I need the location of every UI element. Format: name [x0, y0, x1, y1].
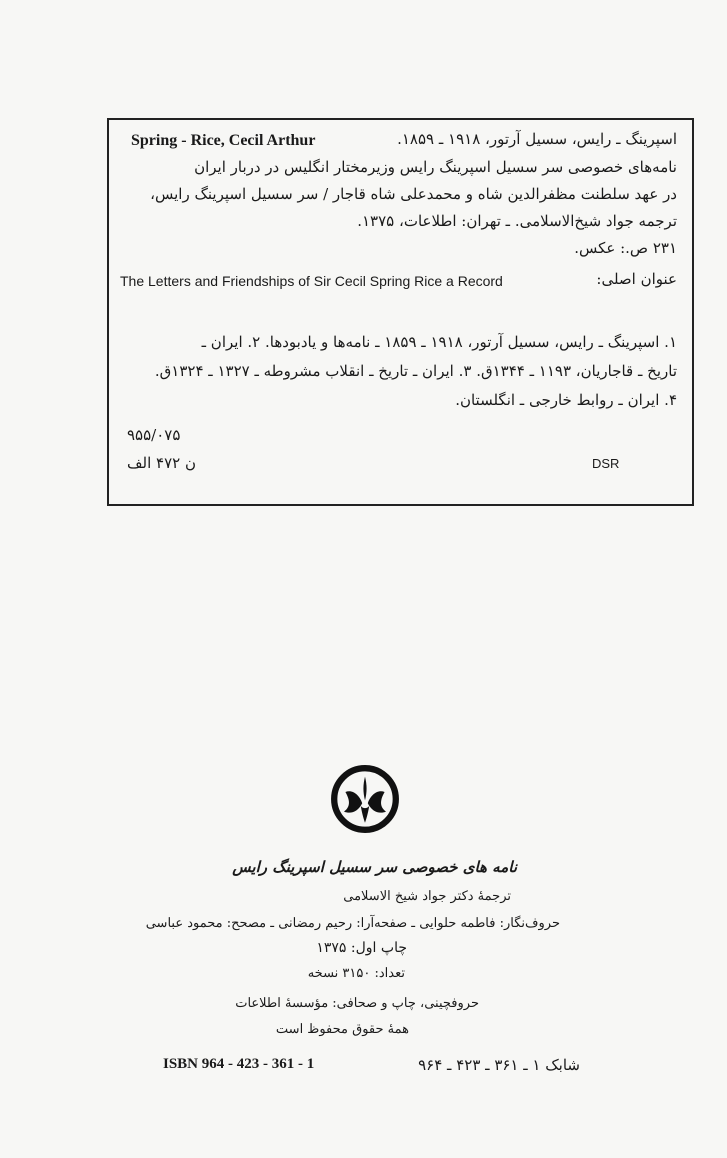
imprint-translator: ترجمهٔ دکتر جواد شیخ الاسلامی [343, 889, 511, 904]
imprint-copies: تعداد: ۳۱۵۰ نسخه [307, 966, 405, 981]
class-number: ۹۵۵/۰۷۵ [127, 426, 181, 444]
imprint-print-run: چاپ اول: ۱۳۷۵ [316, 940, 407, 956]
catalog-title-line: نامه‌های خصوصی سر سسیل اسپرینگ رایس وزیرمختار انگلیس در دربار ایران [194, 158, 677, 176]
imprint-staff: حروف‌نگار: فاطمه حلوایی ـ صفحه‌آرا: رحیم رمضانی ـ مصحح: محمود عباسی [145, 916, 560, 931]
catalog-subject-3: ۴. ایران ـ روابط خارجی ـ انگلستان. [455, 391, 677, 409]
catalog-pages: ۲۳۱ ص.: عکس. [574, 239, 677, 257]
catalog-author-fa: اسپرینگ ـ رایس، سسیل آرتور، ۱۹۱۸ ـ ۱۸۵۹. [397, 130, 677, 148]
publisher-logo-icon [330, 764, 400, 834]
catalog-title-line-2: در عهد سلطنت مظفرالدین شاه و محمدعلی شاه قاجار / سر سسیل اسپرینگ رایس، [150, 185, 677, 203]
original-title-en: The Letters and Friendships of Sir Cecil Spring Rice a Record [120, 273, 503, 289]
catalog-subject-2: تاریخ ـ قاجاریان، ۱۱۹۳ ـ ۱۳۴۴ق. ۳. ایران ـ تاریخ ـ انقلاب مشروطه ـ ۱۳۲۷ ـ ۱۳۲۴ق. [154, 362, 677, 380]
catalog-author-en: Spring - Rice, Cecil Arthur [131, 132, 316, 149]
imprint-press: حروفچینی، چاپ و صحافی: مؤسسهٔ اطلاعات [235, 996, 479, 1011]
isbn: ISBN 964 - 423 - 361 - 1 [163, 1056, 315, 1072]
call-number: ن ۴۷۲ الف [127, 454, 197, 472]
dsr-label: DSR [592, 456, 620, 471]
catalog-publication: ترجمه جواد شیخ‌الاسلامی. ـ تهران: اطلاعات، ۱۳۷۵. [357, 212, 677, 230]
catalog-subject-1: ۱. اسپرینگ ـ رایس، سسیل آرتور، ۱۹۱۸ ـ ۱۸۵۹ ـ نامه‌ها و یادبودها. ۲. ایران ـ [201, 333, 677, 351]
imprint-rights: همهٔ حقوق محفوظ است [275, 1022, 409, 1037]
original-title-label: عنوان اصلی: [596, 270, 677, 288]
catalog-record-box [107, 118, 694, 506]
shabak: شابک ۱ ـ ۳۶۱ ـ ۴۲۳ ـ ۹۶۴ [418, 1056, 580, 1074]
imprint-title: نامه های خصوصی سر سسیل اسپرینگ رایس [232, 858, 517, 876]
